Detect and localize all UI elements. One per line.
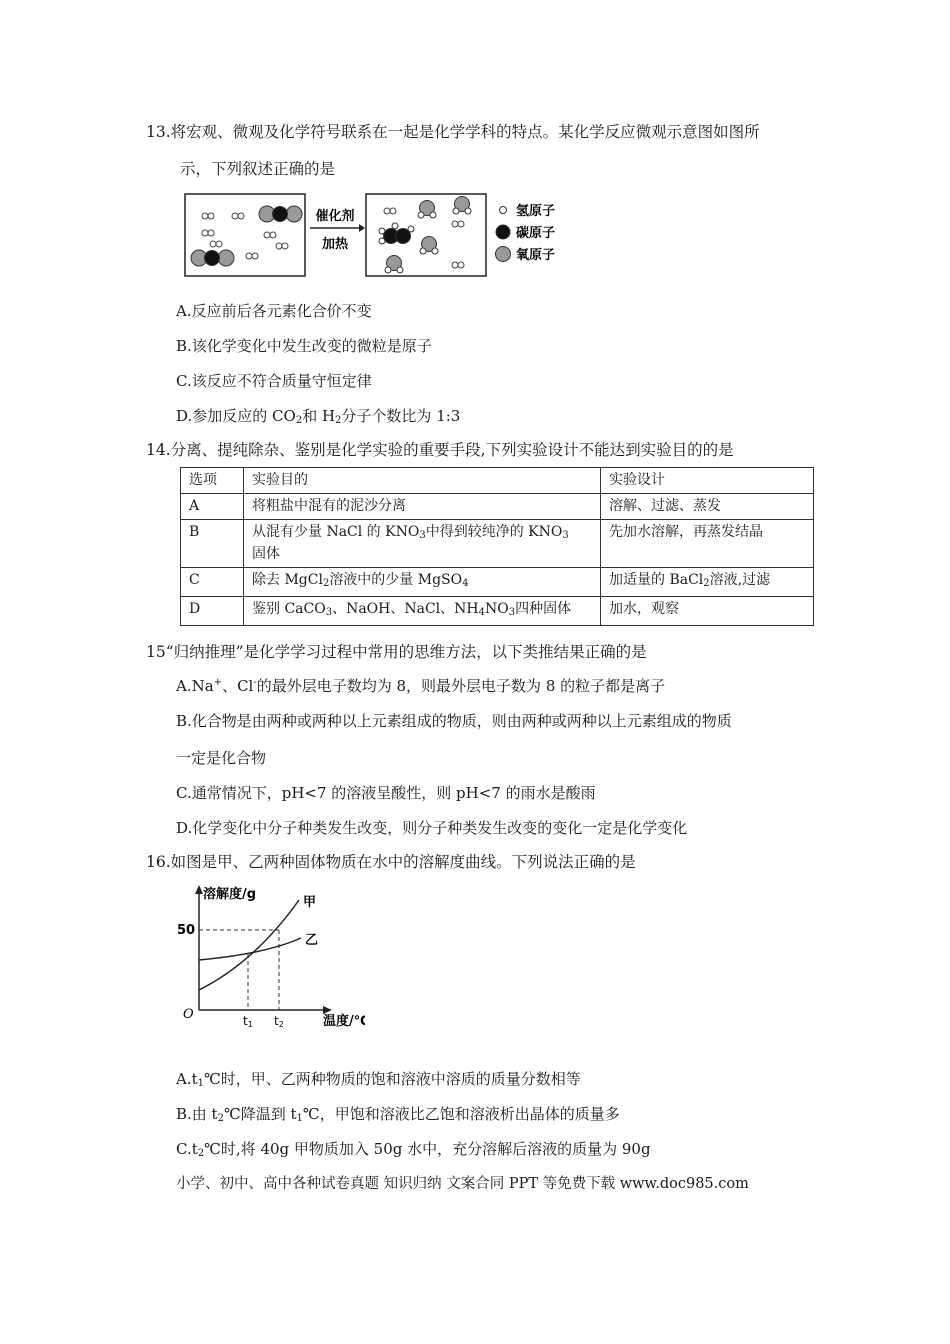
q15-option-b-line1: B.化合物是由两种或两种以上元素组成的物质，则由两种或两种以上元素组成的物质	[176, 712, 732, 730]
q16-option-a: $A.t_1℃$时，甲、乙两种物质的饱和溶液中溶质的质量分数相等	[176, 1070, 581, 1089]
table-row: D 鉴别 CaCO$_3$、NaOH、NaCl、$NH_4NO_3$四种固体 加水，观察	[181, 597, 814, 626]
x-tick-t2: t2	[274, 1014, 284, 1029]
arrow-label-top: 催化剂	[315, 209, 355, 224]
q13-option-d: D.参加反应的 $CO_2$和 $H_2$分子个数比为 1:3	[176, 407, 461, 426]
legend-hydrogen: 氢原子	[516, 204, 556, 219]
q15-stem: 15“归纳推理”是化学学习过程中常用的思维方法，以下类推结果正确的是	[146, 643, 647, 661]
arrow-label-bottom: 加热	[321, 237, 349, 252]
y-tick-50: 50	[177, 923, 196, 938]
footer-text: 小学、初中、高中各种试卷真题 知识归纳 文案合同 PPT 等免费下载 www.doc985.com	[176, 1176, 749, 1192]
origin-label: O	[183, 1007, 194, 1022]
q16-stem: 16.如图是甲、乙两种固体物质在水中的溶解度曲线。下列说法正确的是	[146, 853, 636, 871]
q15-option-a: A.Na+、Cl-的最外层电子数均为 8，则最外层电子数为 8 的粒子都是离子	[176, 677, 666, 695]
legend-oxygen: 氧原子	[516, 248, 556, 263]
header-design: 实验设计	[601, 468, 814, 494]
table-row: A 将粗盐中混有的泥沙分离 溶解、过滤、蒸发	[181, 494, 814, 520]
series-yi-curve	[199, 938, 301, 960]
table-row: B 从混有少量 NaCl 的 $KNO_3$中得到较纯净的 $KNO_3$ 固体 先加水溶解，再蒸发结晶	[181, 520, 814, 568]
q13-option-a: A.反应前后各元素化合价不变	[176, 302, 372, 320]
q13-option-b: B.该化学变化中发生改变的微粒是原子	[176, 337, 432, 355]
reaction-diagram	[183, 190, 583, 282]
x-tick-t1: t1	[243, 1014, 253, 1029]
x-axis-label: 温度/℃	[323, 1014, 365, 1029]
y-axis-label: 溶解度/g	[203, 887, 257, 902]
q16-option-b: B.由 $t_2℃$降温到 $t_1℃$，甲饱和溶液比乙饱和溶液析出晶体的质量多	[176, 1105, 620, 1124]
q16-option-c: $C.t_2℃$时,将 40g 甲物质加入 50g 水中，充分溶解后溶液的质量为 90g	[176, 1140, 651, 1159]
legend-carbon: 碳原子	[516, 226, 556, 241]
series-jia-label: 甲	[303, 895, 317, 910]
q14-stem: 14.分离、提纯除杂、鉴别是化学实验的重要手段,下列实验设计不能达到实验目的的是	[146, 441, 734, 459]
q15-option-b-line2: 一定是化合物	[176, 749, 267, 767]
header-goal: 实验目的	[244, 468, 601, 494]
q15-option-d: D.化学变化中分子种类发生改变，则分子种类发生改变的变化一定是化学变化	[176, 819, 688, 837]
series-yi-label: 乙	[305, 933, 319, 948]
solubility-chart	[175, 882, 365, 1032]
experiment-table	[180, 467, 814, 626]
q13-stem-line1: 13.将宏观、微观及化学符号联系在一起是化学学科的特点。某化学反应微观示意图如图所	[146, 123, 760, 141]
q13-option-c: C.该反应不符合质量守恒定律	[176, 372, 372, 390]
q13-stem-line2: 示，下列叙述正确的是	[180, 160, 336, 178]
table-header-row	[181, 468, 814, 494]
table-row: C 除去 MgCl$_2$溶液中的少量 MgSO$_4$ 加适量的 BaCl$_2$溶液,过滤	[181, 568, 814, 597]
q15-option-c: C.通常情况下，pH<7 的溶液呈酸性，则 pH<7 的雨水是酸雨	[176, 784, 596, 802]
header-option: 选项	[181, 468, 244, 494]
